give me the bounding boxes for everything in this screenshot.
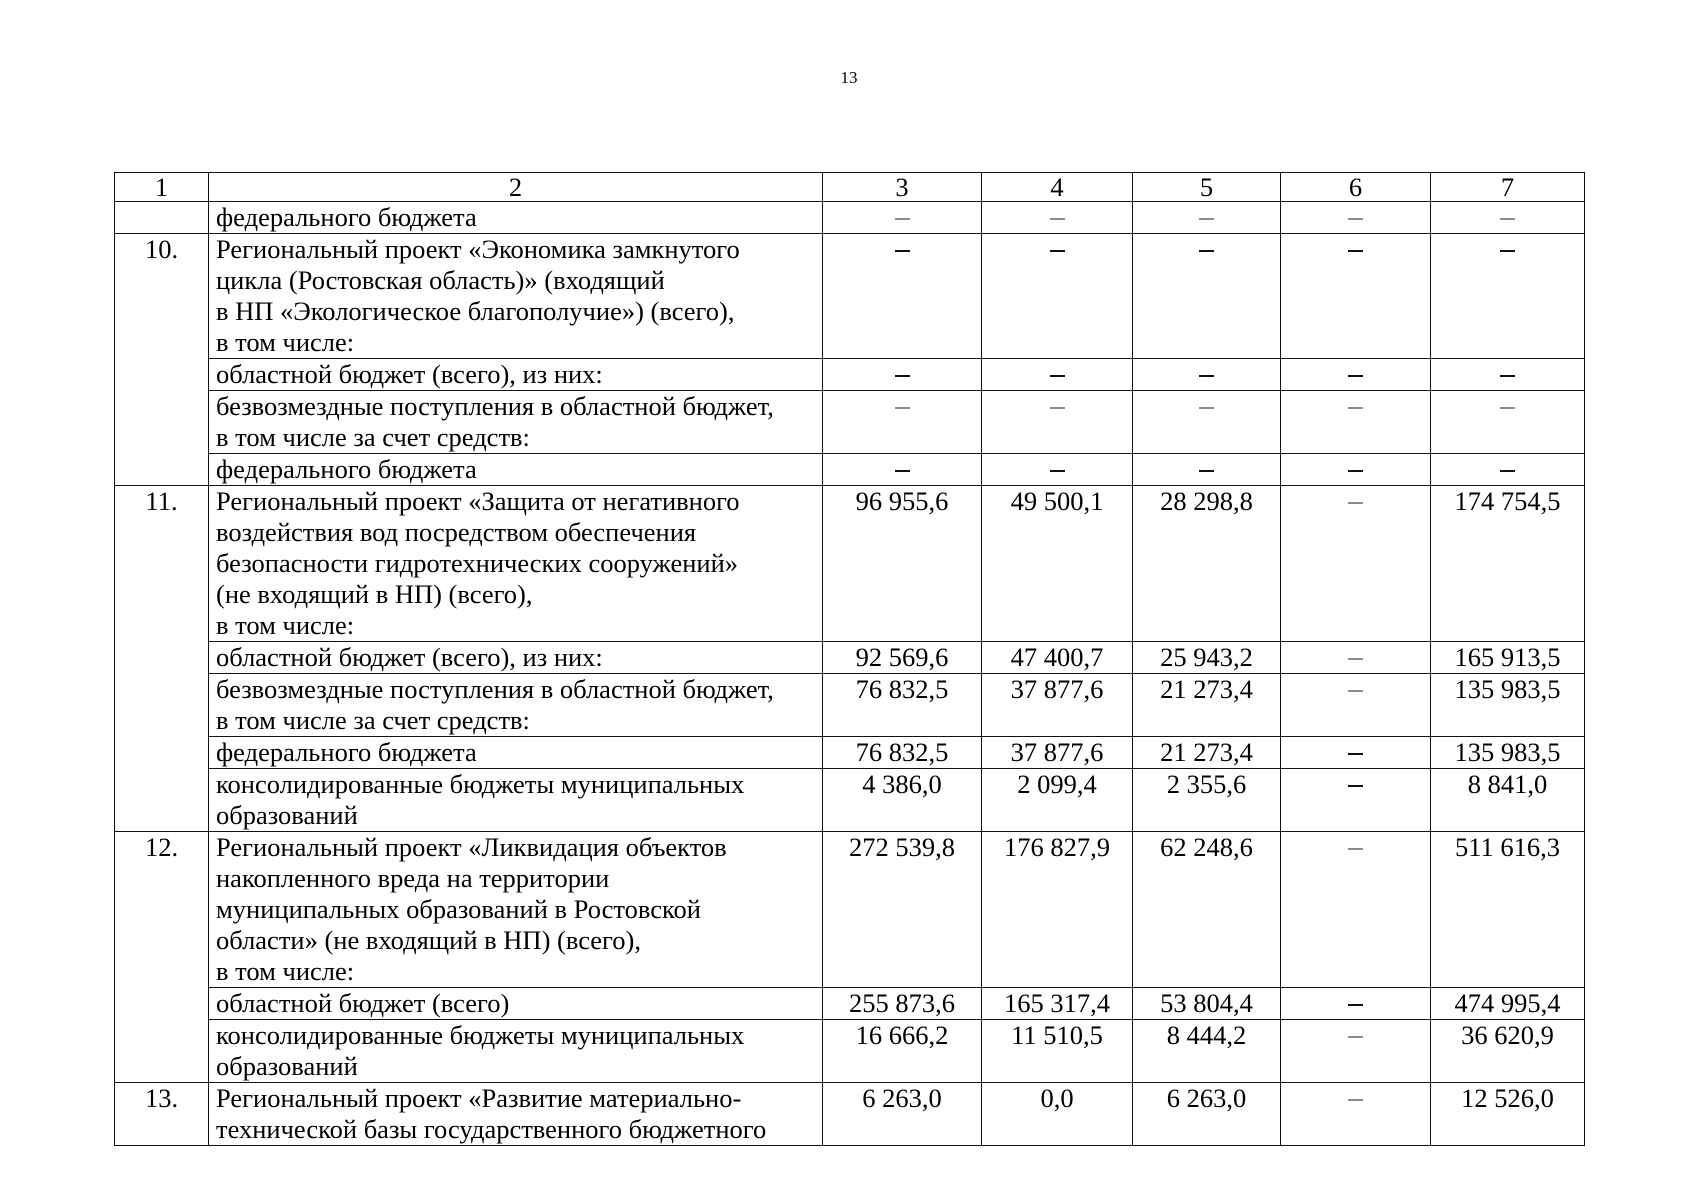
row-description-cell — [209, 202, 823, 234]
numeric-value: 53 804,4 — [1160, 988, 1253, 1018]
dash-empty-value — [1348, 753, 1363, 755]
value-cell-col-4 — [982, 391, 1133, 454]
value-cell-col-7 — [1431, 234, 1585, 359]
dash-empty-value — [1199, 375, 1214, 377]
row-description-cell — [209, 359, 823, 391]
value-cell-col-4 — [982, 642, 1133, 674]
description-line: области» (не входящий в НП) (всего), — [216, 925, 641, 955]
table-row-subitem — [115, 202, 1585, 234]
value-cell-col-6 — [1281, 486, 1431, 642]
description-line: образований — [216, 1051, 358, 1081]
description-line: воздействия вод посредством обеспечения — [216, 517, 697, 547]
value-cell-col-7 — [1431, 769, 1585, 832]
table-row-subitem — [115, 737, 1585, 769]
column-header: 5 — [1133, 173, 1281, 202]
dash-empty-value — [1050, 250, 1065, 252]
value-cell-col-3 — [823, 674, 982, 737]
row-number-cell — [115, 202, 209, 234]
row-number-cell: 10. — [115, 234, 209, 486]
table-row-subitem — [115, 769, 1585, 832]
numeric-value: 174 754,5 — [1454, 486, 1561, 516]
value-cell-col-4 — [982, 359, 1133, 391]
value-cell-col-7 — [1431, 642, 1585, 674]
dash-empty-value — [895, 218, 910, 220]
dash-empty-value — [1348, 502, 1363, 504]
value-cell-col-3 — [823, 769, 982, 832]
description-line: безвозмездные поступления в областной бюджет, — [216, 674, 774, 704]
description-line: муниципальных образований в Ростовской — [216, 894, 701, 924]
row-description-cell — [209, 1020, 823, 1083]
value-cell-col-5 — [1133, 832, 1281, 988]
table-row-item — [115, 832, 1585, 988]
numeric-value: 135 983,5 — [1454, 674, 1561, 704]
value-cell-col-4 — [982, 486, 1133, 642]
row-description-cell — [209, 1083, 823, 1146]
value-cell-col-6 — [1281, 391, 1431, 454]
numeric-value: 37 877,6 — [1010, 737, 1104, 767]
description-line: областной бюджет (всего) — [216, 988, 510, 1018]
value-cell-col-5 — [1133, 642, 1281, 674]
value-cell-col-4 — [982, 988, 1133, 1020]
value-cell-col-7 — [1431, 988, 1585, 1020]
table-row-item — [115, 486, 1585, 642]
dash-empty-value — [1348, 690, 1363, 692]
dash-empty-value — [1050, 375, 1065, 377]
dash-empty-value — [1348, 1099, 1363, 1101]
numeric-value: 12 526,0 — [1461, 1083, 1554, 1113]
description-line: Региональный проект «Ликвидация объектов — [216, 832, 727, 862]
value-cell-col-5 — [1133, 454, 1281, 486]
description-line: в том числе за счет средств: — [216, 705, 530, 735]
value-cell-col-5 — [1133, 234, 1281, 359]
numeric-value: 8 841,0 — [1467, 769, 1548, 799]
description-line: накопленного вреда на территории — [216, 863, 610, 893]
value-cell-col-3 — [823, 391, 982, 454]
value-cell-col-7 — [1431, 1020, 1585, 1083]
value-cell-col-3 — [823, 737, 982, 769]
column-number-header-row — [115, 173, 1585, 202]
description-line: консолидированные бюджеты муниципальных — [216, 769, 745, 799]
description-line: в том числе: — [216, 956, 355, 986]
description-line: Региональный проект «Экономика замкнутого — [216, 234, 740, 264]
numeric-value: 25 943,2 — [1160, 642, 1253, 672]
numeric-value: 96 955,6 — [855, 486, 949, 516]
dash-empty-value — [1199, 407, 1214, 409]
table-row-subitem — [115, 674, 1585, 737]
value-cell-col-7 — [1431, 359, 1585, 391]
dash-empty-value — [1500, 375, 1515, 377]
dash-empty-value — [1348, 375, 1363, 377]
row-number-cell: 12. — [115, 832, 209, 1083]
table-row-item — [115, 234, 1585, 359]
column-header: 6 — [1281, 173, 1431, 202]
value-cell-col-6 — [1281, 988, 1431, 1020]
row-description-cell — [209, 642, 823, 674]
value-cell-col-5 — [1133, 1020, 1281, 1083]
numeric-value: 92 569,6 — [855, 642, 949, 672]
description-line: безвозмездные поступления в областной бюджет, — [216, 391, 774, 421]
value-cell-col-7 — [1431, 202, 1585, 234]
numeric-value: 272 539,8 — [849, 832, 955, 862]
value-cell-col-4 — [982, 234, 1133, 359]
description-line: федерального бюджета — [216, 454, 477, 484]
row-description-cell — [209, 832, 823, 988]
numeric-value: 8 444,2 — [1166, 1020, 1247, 1050]
numeric-value: 176 827,9 — [1004, 832, 1110, 862]
dash-empty-value — [1348, 407, 1363, 409]
table-row-subitem — [115, 454, 1585, 486]
numeric-value: 62 248,6 — [1160, 832, 1253, 862]
description-line: в НП «Экологическое благополучие») (всего), — [216, 296, 735, 326]
description-line: в том числе: — [216, 610, 355, 640]
page-number: 13 — [840, 68, 858, 87]
numeric-value: 21 273,4 — [1160, 737, 1253, 767]
column-header: 7 — [1431, 173, 1585, 202]
numeric-value: 255 873,6 — [849, 988, 955, 1018]
dash-empty-value — [1050, 407, 1065, 409]
value-cell-col-5 — [1133, 769, 1281, 832]
table-row-subitem — [115, 359, 1585, 391]
value-cell-col-4 — [982, 769, 1133, 832]
value-cell-col-4 — [982, 832, 1133, 988]
numeric-value: 37 877,6 — [1010, 674, 1104, 704]
numeric-value: 4 386,0 — [862, 769, 942, 799]
value-cell-col-3 — [823, 832, 982, 988]
column-header: 1 — [115, 173, 209, 202]
description-line: в том числе за счет средств: — [216, 422, 530, 452]
dash-empty-value — [1500, 250, 1515, 252]
numeric-value: 76 832,5 — [855, 737, 949, 767]
value-cell-col-7 — [1431, 674, 1585, 737]
numeric-value: 11 510,5 — [1011, 1020, 1103, 1050]
value-cell-col-6 — [1281, 642, 1431, 674]
row-description-cell — [209, 769, 823, 832]
numeric-value: 6 263,0 — [862, 1083, 942, 1113]
dash-empty-value — [1199, 218, 1214, 220]
value-cell-col-6 — [1281, 202, 1431, 234]
value-cell-col-6 — [1281, 234, 1431, 359]
table-row-subitem — [115, 988, 1585, 1020]
value-cell-col-6 — [1281, 737, 1431, 769]
dash-empty-value — [1348, 218, 1363, 220]
description-line: федерального бюджета — [216, 202, 477, 232]
table-row-subitem — [115, 1020, 1585, 1083]
table-row-subitem — [115, 391, 1585, 454]
row-description-cell — [209, 391, 823, 454]
dash-empty-value — [1348, 1004, 1363, 1006]
value-cell-col-3 — [823, 454, 982, 486]
value-cell-col-5 — [1133, 737, 1281, 769]
table-row-subitem — [115, 642, 1585, 674]
numeric-value: 16 666,2 — [855, 1020, 949, 1050]
numeric-value: 474 995,4 — [1454, 988, 1561, 1018]
value-cell-col-6 — [1281, 832, 1431, 988]
value-cell-col-6 — [1281, 769, 1431, 832]
numeric-value: 0,0 — [1040, 1083, 1074, 1113]
dash-empty-value — [1050, 470, 1065, 472]
value-cell-col-6 — [1281, 1083, 1431, 1146]
dash-empty-value — [1199, 470, 1214, 472]
numeric-value: 76 832,5 — [855, 674, 949, 704]
dash-empty-value — [1050, 218, 1065, 220]
value-cell-col-3 — [823, 1020, 982, 1083]
value-cell-col-5 — [1133, 1083, 1281, 1146]
value-cell-col-5 — [1133, 988, 1281, 1020]
numeric-value: 2 355,6 — [1166, 769, 1247, 799]
row-description-cell — [209, 674, 823, 737]
description-line: (не входящий в НП) (всего), — [216, 579, 533, 609]
value-cell-col-6 — [1281, 1020, 1431, 1083]
row-number-cell: 11. — [115, 486, 209, 832]
value-cell-col-6 — [1281, 674, 1431, 737]
value-cell-col-3 — [823, 359, 982, 391]
row-description-cell — [209, 988, 823, 1020]
numeric-value: 21 273,4 — [1160, 674, 1253, 704]
numeric-value: 511 616,3 — [1454, 832, 1561, 862]
description-line: технической базы государственного бюджетного — [216, 1114, 767, 1144]
description-line: Региональный проект «Защита от негативного — [216, 486, 740, 516]
description-line: консолидированные бюджеты муниципальных — [216, 1020, 745, 1050]
numeric-value: 28 298,8 — [1160, 486, 1253, 516]
value-cell-col-6 — [1281, 454, 1431, 486]
row-description-cell — [209, 737, 823, 769]
numeric-value: 49 500,1 — [1010, 486, 1104, 516]
value-cell-col-5 — [1133, 202, 1281, 234]
value-cell-col-7 — [1431, 391, 1585, 454]
value-cell-col-7 — [1431, 1083, 1585, 1146]
numeric-value: 36 620,9 — [1461, 1020, 1554, 1050]
value-cell-col-4 — [982, 202, 1133, 234]
value-cell-col-3 — [823, 642, 982, 674]
row-number-cell: 13. — [115, 1083, 209, 1146]
value-cell-col-4 — [982, 1083, 1133, 1146]
numeric-value: 2 099,4 — [1017, 769, 1097, 799]
dash-empty-value — [1500, 470, 1515, 472]
value-cell-col-7 — [1431, 737, 1585, 769]
dash-empty-value — [1500, 218, 1515, 220]
numeric-value: 165 317,4 — [1004, 988, 1110, 1018]
dash-empty-value — [895, 375, 910, 377]
value-cell-col-7 — [1431, 832, 1585, 988]
value-cell-col-5 — [1133, 391, 1281, 454]
value-cell-col-7 — [1431, 486, 1585, 642]
value-cell-col-5 — [1133, 359, 1281, 391]
dash-empty-value — [1348, 785, 1363, 787]
numeric-value: 6 263,0 — [1166, 1083, 1247, 1113]
value-cell-col-7 — [1431, 454, 1585, 486]
column-header: 2 — [209, 173, 823, 202]
dash-empty-value — [895, 470, 910, 472]
value-cell-col-4 — [982, 454, 1133, 486]
value-cell-col-3 — [823, 1083, 982, 1146]
dash-empty-value — [1199, 250, 1214, 252]
value-cell-col-4 — [982, 674, 1133, 737]
row-description-cell — [209, 234, 823, 359]
dash-empty-value — [1348, 250, 1363, 252]
dash-empty-value — [1348, 470, 1363, 472]
dash-empty-value — [1348, 658, 1363, 660]
value-cell-col-5 — [1133, 486, 1281, 642]
numeric-value: 165 913,5 — [1454, 642, 1561, 672]
row-description-cell — [209, 486, 823, 642]
description-line: областной бюджет (всего), из них: — [216, 359, 603, 389]
description-line: образований — [216, 800, 358, 830]
description-line: Региональный проект «Развитие материально- — [216, 1083, 742, 1113]
dash-empty-value — [1348, 1036, 1363, 1038]
column-header: 3 — [823, 173, 982, 202]
description-line: цикла (Ростовская область)» (входящий — [216, 265, 665, 295]
value-cell-col-4 — [982, 737, 1133, 769]
description-line: областной бюджет (всего), из них: — [216, 642, 603, 672]
description-line: в том числе: — [216, 327, 355, 357]
value-cell-col-3 — [823, 988, 982, 1020]
value-cell-col-3 — [823, 202, 982, 234]
dash-empty-value — [895, 250, 910, 252]
dash-empty-value — [1500, 407, 1515, 409]
description-line: федерального бюджета — [216, 737, 477, 767]
numeric-value: 135 983,5 — [1454, 737, 1561, 767]
value-cell-col-6 — [1281, 359, 1431, 391]
column-header: 4 — [982, 173, 1133, 202]
description-line: безопасности гидротехнических сооружений» — [216, 548, 739, 578]
value-cell-col-5 — [1133, 674, 1281, 737]
budget-table — [114, 172, 1585, 1146]
value-cell-col-4 — [982, 1020, 1133, 1083]
dash-empty-value — [895, 407, 910, 409]
row-description-cell — [209, 454, 823, 486]
numeric-value: 47 400,7 — [1010, 642, 1104, 672]
value-cell-col-3 — [823, 234, 982, 359]
table-row-item — [115, 1083, 1585, 1146]
dash-empty-value — [1348, 848, 1363, 850]
value-cell-col-3 — [823, 486, 982, 642]
